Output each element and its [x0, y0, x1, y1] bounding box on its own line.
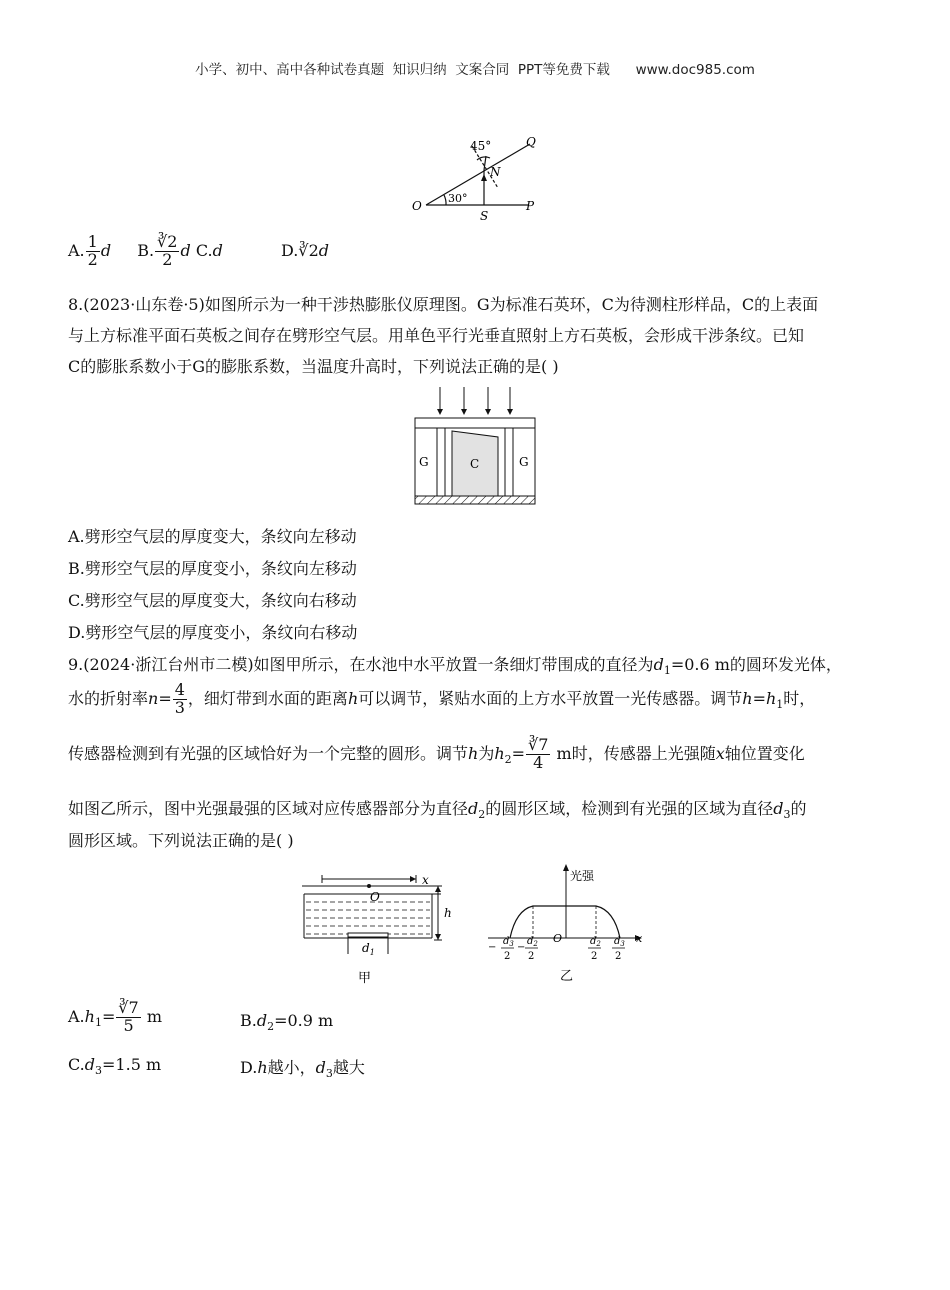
q9-line-3: 传感器检测到有光强的区域恰好为一个完整的圆形。调节h为$h_2=$ $\frac{∛7}{4}$ m时，传感器上光强随x轴位置变化 — [68, 735, 805, 772]
pool-figure-jia — [296, 866, 466, 988]
intensity-graph-yi — [486, 862, 658, 988]
g-ring-left — [437, 428, 445, 496]
label-45: 45° — [470, 139, 492, 153]
label-x: x — [422, 873, 429, 887]
label-p: P — [526, 199, 535, 213]
q9-option-b: $B.d_2=0.9$ m — [240, 1011, 334, 1034]
q8-option-d: D.劈形空气层的厚度变小，条纹向右移动 — [68, 623, 358, 642]
guide-lines — [533, 906, 596, 938]
q8-line-2: 与上方标准平面石英板之间存在劈形空气层。用单色平行光垂直照射上方石英板，会形成干涉条纹。已知 — [68, 326, 805, 345]
caption-jia: 甲 — [358, 971, 372, 986]
svg-text:d1: $d_1$ — [362, 941, 375, 957]
intensity-curve — [510, 906, 620, 938]
label-q: Q — [526, 135, 536, 149]
label-30: 30° — [448, 192, 468, 205]
angle-45-arc — [477, 157, 490, 160]
caption-yi: 乙 — [560, 969, 574, 984]
q9-option-c: $C.d_3=1.5$ m — [68, 1055, 162, 1078]
svg-text:2: 2 — [528, 951, 535, 962]
label-c: C — [470, 457, 480, 471]
svg-text:d3: $d_3$ — [614, 936, 625, 948]
label-g-left: G — [419, 455, 429, 469]
q9-line-5: 圆形区域。下列说法正确的是( ) — [68, 831, 294, 850]
label-o: O — [412, 199, 422, 213]
top-quartz-plate — [415, 418, 535, 428]
ray-arrow — [481, 174, 487, 181]
svg-text:d2: $d_2$ — [527, 936, 538, 948]
q7-option-c: C.d — [195, 240, 223, 260]
water-lines — [306, 902, 430, 934]
label-h: h — [444, 906, 452, 920]
svg-text:d3: $d_3$ — [503, 936, 514, 948]
surface-line-oq — [426, 144, 530, 205]
q9-line-1: 9.(2024·浙江台州市二模)如图甲所示，在水池中水平放置一条细灯带围成的直径为$d_1=0.6$ m的圆环发光体， — [68, 655, 842, 678]
svg-text:−: − — [488, 942, 497, 953]
light-ring — [348, 933, 388, 937]
q8-option-b: B.劈形空气层的厚度变小，条纹向左移动 — [68, 559, 357, 578]
svg-text:2: 2 — [591, 951, 598, 962]
q8-option-a: A.劈形空气层的厚度变大，条纹向左移动 — [68, 527, 357, 546]
svg-text:−: − — [517, 942, 526, 953]
dilatometer-figure — [410, 385, 540, 507]
q7-options — [68, 234, 329, 269]
q8-line-1: 8.(2023·山东卷·5)如图所示为一种干涉热膨胀仪原理图。G为标准石英环，C为待测柱形样品，C的上表面 — [68, 295, 819, 314]
svg-text:2: 2 — [615, 951, 622, 962]
q8-line-3: C的膨胀系数小于G的膨胀系数，当温度升高时，下列说法正确的是( ) — [68, 357, 559, 376]
q9-option-a: $A.h_1=$ $\frac{∛7}{5}$ m — [68, 998, 162, 1035]
x-axis-label: x — [636, 932, 643, 945]
label-d1: d — [362, 941, 370, 955]
svg-text:2: 2 — [504, 951, 511, 962]
q7-option-a: A. $\frac{1}{2}$ d — [68, 232, 112, 269]
label-o: O — [370, 890, 380, 904]
origin-label: O — [553, 932, 563, 945]
label-s: S — [480, 209, 489, 223]
label-g-right: G — [519, 455, 529, 469]
q9-option-d: D.h越小，$d_3$越大 — [240, 1058, 365, 1081]
refraction-figure — [400, 132, 560, 227]
light-arrows — [437, 409, 513, 415]
hatched-base — [415, 496, 535, 504]
page-header: 小学、初中、高中各种试卷真题 知识归纳 文案合同 PPT等免费下载 www.doc985.com — [195, 62, 755, 78]
svg-text:d2: $d_2$ — [590, 936, 601, 948]
q9-line-4: 如图乙所示，图中光强最强的区域对应传感器部分为直径$d_2$的圆形区域，检测到有光强的区域为直径$d_3$的 — [68, 799, 807, 822]
q9-line-2: 水的折射率n= $\frac{4}{3}$ ，细灯带到水面的距离h可以调节，紧贴水面的上方水平放置一光传感器。调节$h=h_1$时， — [68, 680, 816, 717]
q7-option-b: B. $\frac{∛2}{2}$ d — [137, 232, 191, 269]
y-axis-label: 光强 — [570, 869, 595, 883]
g-ring-right — [505, 428, 513, 496]
label-n: N — [490, 165, 501, 179]
q8-option-c: C.劈形空气层的厚度变大，条纹向右移动 — [68, 591, 357, 610]
angle-30-arc — [444, 195, 446, 205]
center-point-o — [367, 884, 371, 888]
q7-option-d: D.∛2d — [281, 240, 329, 260]
